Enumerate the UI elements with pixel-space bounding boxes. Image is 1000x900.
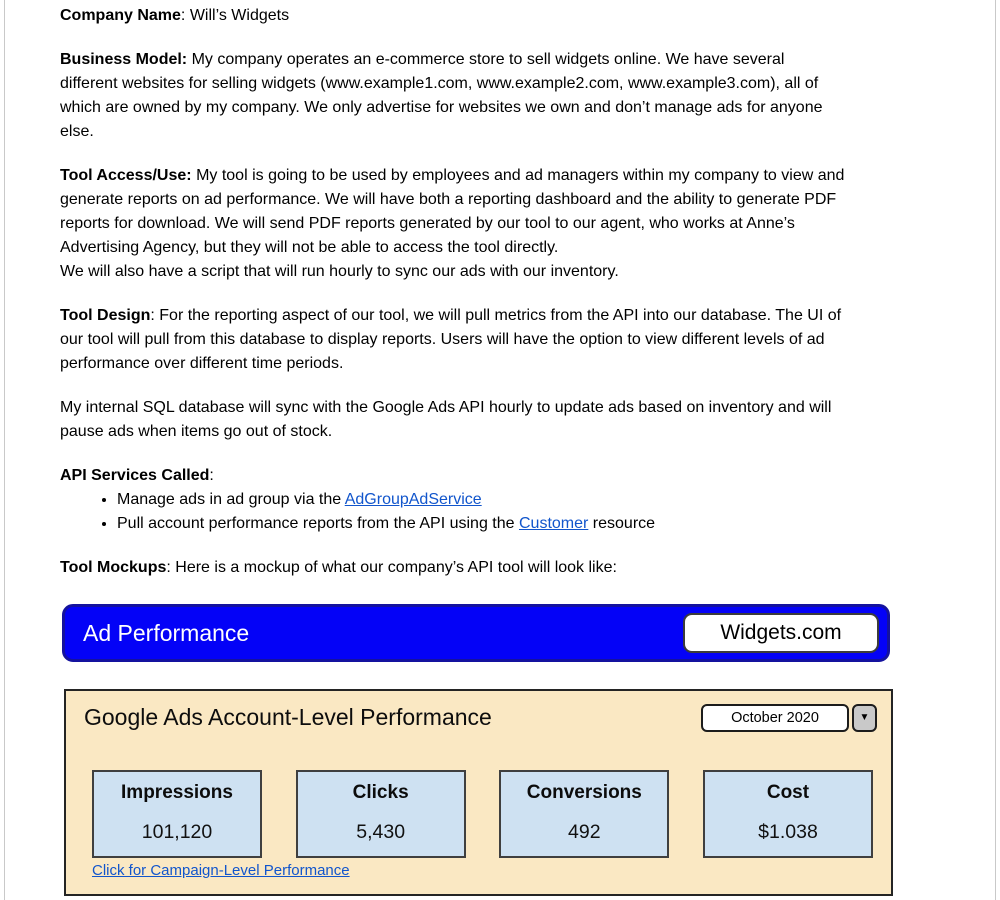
tool-access-label: Tool Access/Use: — [60, 167, 192, 184]
metric-value: 5,430 — [356, 821, 406, 843]
sql-sync-text: My internal SQL database will sync with the Google Ads API hourly to update ads based on inventory and will pause ads when items go out of stock. — [60, 399, 832, 440]
tool-design-text: For the reporting aspect of our tool, we will pull metrics from the API into our database. The UI of our tool will pull from this database to display reports. Users will have the option to view different levels of ad performance over different time periods. — [60, 307, 842, 372]
panel-title: Google Ads Account-Level Performance — [84, 704, 492, 730]
tool-access-text: My tool is going to be used by employees and ad managers within my company to view and generate reports on ad performance. We will have both a reporting dashboard and the ability to generate PDF reports for download. We will send PDF reports generated by our tool to our agent, who works at Anne’s Advertising Agency, but they will not be able to access the tool directly. We will also have a script that will run hourly to sync our ads with our inventory. — [60, 167, 845, 280]
metric-value: 492 — [568, 821, 601, 843]
metric-value: 101,120 — [141, 821, 213, 843]
separator: : — [209, 467, 214, 484]
period-value-field[interactable]: October 2020 — [701, 704, 849, 732]
adgroupadservice-link[interactable]: AdGroupAdService — [344, 491, 482, 508]
tool-mockups-label: Tool Mockups — [60, 559, 167, 576]
bullet-text: Manage ads in ad group via the — [117, 491, 345, 508]
api-services-label: API Services Called — [60, 467, 210, 484]
separator: : — [166, 559, 176, 576]
tool-mockups-text: Here is a mockup of what our company’s API tool will look like: — [175, 559, 617, 576]
period-dropdown-button[interactable] — [852, 704, 877, 732]
paragraph-tool-access — [60, 164, 965, 284]
page-right-edge — [995, 0, 996, 900]
separator: : — [150, 307, 160, 324]
document-content — [60, 4, 965, 896]
metric-cards-row — [92, 770, 873, 858]
company-name-label: Company Name — [60, 7, 181, 24]
list-item — [117, 488, 965, 512]
paragraph-company-name — [60, 4, 965, 28]
metric-card-conversions — [499, 770, 669, 858]
dropdown-arrow-icon: ▼ — [859, 712, 870, 723]
api-services-list — [60, 488, 965, 536]
separator: : — [180, 7, 190, 24]
paragraph-sql-sync — [60, 396, 965, 444]
business-model-label: Business Model: — [60, 51, 188, 68]
bullet-text: resource — [588, 515, 656, 532]
metric-value: $1.038 — [758, 821, 818, 843]
metric-label: Impressions — [121, 782, 233, 803]
page-left-edge — [4, 0, 5, 900]
paragraph-tool-design — [60, 304, 965, 376]
list-item — [117, 512, 965, 536]
mockup-header-bar — [62, 604, 890, 662]
metric-label: Clicks — [352, 782, 409, 803]
api-services-heading — [60, 464, 965, 488]
metric-label: Conversions — [526, 782, 642, 803]
bullet-text: Pull account performance reports from the API using the — [117, 515, 519, 532]
metric-card-cost — [703, 770, 873, 858]
paragraph-business-model — [60, 48, 965, 144]
mockup-app-title: Ad Performance — [83, 620, 250, 646]
business-model-text: My company operates an e-commerce store to sell widgets online. We have several different websites for selling widgets (www.example1.com, www.example2.com, www.example3.com), all of which are owned by my company. We only advertise for websites we own and don’t manage ads for anyone else. — [60, 51, 823, 140]
customer-resource-link[interactable]: Customer — [518, 515, 589, 532]
metric-card-clicks — [296, 770, 466, 858]
paragraph-tool-mockups — [60, 556, 965, 580]
period-selector[interactable] — [701, 704, 877, 732]
account-performance-panel — [64, 689, 893, 896]
widgets-site-button[interactable]: Widgets.com — [683, 613, 879, 653]
campaign-level-link[interactable]: Click for Campaign-Level Performance — [92, 862, 350, 879]
metric-card-impressions — [92, 770, 262, 858]
tool-design-label: Tool Design — [60, 307, 151, 324]
paragraph-api-services — [60, 464, 965, 536]
company-name-value: Will’s Widgets — [189, 7, 290, 24]
metric-label: Cost — [766, 782, 810, 803]
